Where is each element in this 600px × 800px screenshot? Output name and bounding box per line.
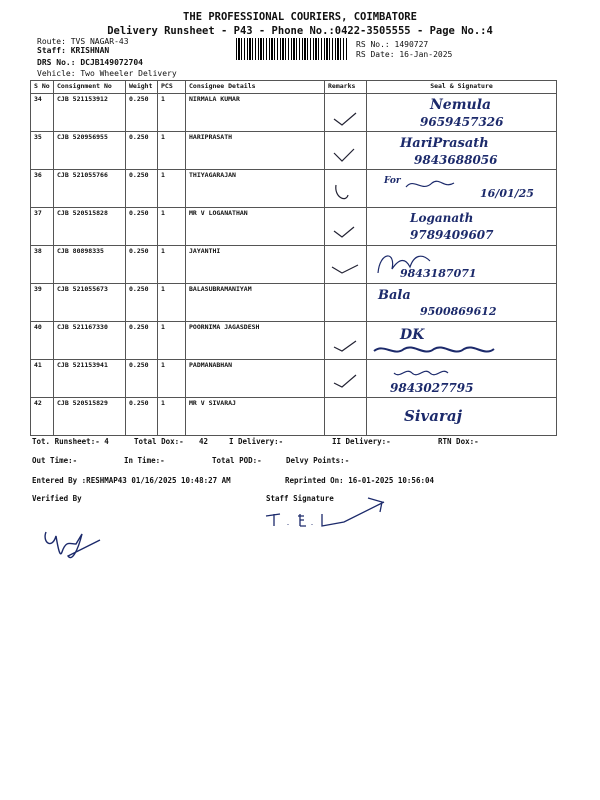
remarks [325, 208, 367, 246]
entered-by: Entered By :RESHMAP43 01/16/2025 10:48:27 AM [32, 476, 231, 485]
staff: Staff: KRISHNAN [37, 46, 110, 55]
tick-mark [328, 247, 364, 282]
rtn-dox: RTN Dox:- [438, 437, 479, 446]
out-time: Out Time:- [32, 456, 78, 465]
seal-signature [367, 322, 557, 360]
handwritten-signature [370, 323, 554, 358]
seal-signature [367, 170, 557, 208]
consignee: THIYAGARAJAN [186, 170, 325, 208]
remarks [325, 360, 367, 398]
barcode [236, 38, 348, 60]
consignee: PADMANABHAN [186, 360, 325, 398]
consignment-no: CJB 80898335 [54, 246, 126, 284]
runsheet-title: Delivery Runsheet - P43 - Phone No.:0422-3505555 - Page No.:4 [107, 25, 493, 37]
consignee: BALASUBRAMANIYAM [186, 284, 325, 322]
pcs: 1 [158, 398, 186, 436]
sno: 40 [31, 322, 54, 360]
table-row [31, 132, 557, 170]
pcs: 1 [158, 284, 186, 322]
in-time: In Time:- [124, 456, 165, 465]
seal-signature [367, 132, 557, 170]
weight: 0.250 [126, 170, 158, 208]
i-delivery: I Delivery:- [229, 437, 284, 446]
consignment-no: CJB 521153941 [54, 360, 126, 398]
verified-signature [36, 514, 116, 566]
seal-signature [367, 398, 557, 436]
handwritten-signature [370, 247, 554, 282]
sno: 34 [31, 94, 54, 132]
col-consignment: Consignment No [54, 81, 126, 94]
drs-number: DRS No.: DCJB149072704 [37, 58, 143, 67]
sno: 41 [31, 360, 54, 398]
seal-signature [367, 94, 557, 132]
remarks [325, 170, 367, 208]
rs-date: RS Date: 16-Jan-2025 [356, 50, 453, 59]
table-row [31, 322, 557, 360]
ii-delivery: II Delivery:- [332, 437, 391, 446]
consignee: POORNIMA JAGASDESH [186, 322, 325, 360]
delvy-points: Delvy Points:- [286, 456, 350, 465]
weight: 0.250 [126, 360, 158, 398]
table-header-row [31, 81, 557, 94]
route: Route: TVS NAGAR-43 [37, 37, 129, 46]
tick-mark [328, 133, 364, 168]
handwritten-signature [370, 133, 554, 168]
handwriting: 9843187071 [400, 267, 477, 280]
handwriting: Loganath [410, 211, 474, 225]
rs-number: RS No.: 1490727 [356, 40, 429, 49]
seal-signature [367, 284, 557, 322]
consignee: MR V LOGANATHAN [186, 208, 325, 246]
consignee: NIRMALA KUMAR [186, 94, 325, 132]
col-sno: S No [31, 81, 54, 94]
staff-signature [264, 494, 394, 530]
table-row [31, 94, 557, 132]
pcs: 1 [158, 94, 186, 132]
col-consignee: Consignee Details [186, 81, 325, 94]
remarks [325, 246, 367, 284]
handwritten-signature [370, 209, 554, 244]
total-dox-label: Total Dox:- [134, 437, 184, 446]
handwritten-signature [370, 285, 554, 320]
consignment-no: CJB 521167330 [54, 322, 126, 360]
col-weight: Weight [126, 81, 158, 94]
weight: 0.250 [126, 94, 158, 132]
tick-mark [328, 171, 364, 206]
handwriting: 9843027795 [390, 381, 474, 395]
handwritten-signature [370, 171, 554, 206]
consignee: JAYANTHI [186, 246, 325, 284]
tick-mark [328, 323, 364, 358]
vehicle: Vehicle: Two Wheeler Delivery [37, 69, 177, 78]
remarks [325, 284, 367, 322]
tot-runsheet: Tot. Runsheet:- 4 [32, 437, 109, 446]
handwritten-signature [370, 95, 554, 130]
col-signature: Seal & Signature [367, 81, 557, 94]
handwriting: For [384, 176, 401, 186]
sno: 42 [31, 398, 54, 436]
remarks [325, 94, 367, 132]
consignment-no: CJB 521153912 [54, 94, 126, 132]
reprinted-on: Reprinted On: 16-01-2025 10:56:04 [285, 476, 435, 485]
staff-signature-label: Staff Signature [266, 494, 334, 503]
consignee: HARIPRASATH [186, 132, 325, 170]
handwriting: DK [400, 327, 425, 343]
weight: 0.250 [126, 284, 158, 322]
total-dox-value: 42 [199, 437, 209, 446]
seal-signature [367, 246, 557, 284]
handwriting: Nemula [430, 97, 492, 113]
consignment-no: CJB 521055766 [54, 170, 126, 208]
weight: 0.250 [126, 246, 158, 284]
pcs: 1 [158, 360, 186, 398]
pcs: 1 [158, 246, 186, 284]
consignment-no: CJB 521055673 [54, 284, 126, 322]
consignment-no: CJB 520956955 [54, 132, 126, 170]
weight: 0.250 [126, 132, 158, 170]
handwriting: 9843688056 [414, 153, 498, 167]
handwriting: HariPrasath [400, 136, 489, 151]
total-pod: Total POD:- [212, 456, 262, 465]
handwriting: 16/01/25 [480, 187, 534, 200]
handwritten-signature [370, 361, 554, 396]
pcs: 1 [158, 208, 186, 246]
company-name: THE PROFESSIONAL COURIERS, COIMBATORE [183, 11, 417, 23]
handwriting: 9659457326 [420, 115, 504, 129]
remarks [325, 322, 367, 360]
weight: 0.250 [126, 208, 158, 246]
handwriting: 9500869612 [420, 305, 497, 318]
handwriting: Bala [378, 288, 411, 303]
consignment-no: CJB 520515828 [54, 208, 126, 246]
handwritten-signature [370, 399, 554, 434]
sno: 37 [31, 208, 54, 246]
sno: 39 [31, 284, 54, 322]
pcs: 1 [158, 170, 186, 208]
weight: 0.250 [126, 398, 158, 436]
sno: 35 [31, 132, 54, 170]
tick-mark [328, 361, 364, 396]
verified-by: Verified By [32, 494, 82, 503]
seal-signature [367, 208, 557, 246]
weight: 0.250 [126, 322, 158, 360]
handwriting: Sivaraj [404, 407, 463, 425]
seal-signature [367, 360, 557, 398]
table-row [31, 398, 557, 436]
consignment-no: CJB 520515829 [54, 398, 126, 436]
table-row [31, 284, 557, 322]
remarks [325, 398, 367, 436]
sno: 36 [31, 170, 54, 208]
tick-mark [328, 209, 364, 244]
pcs: 1 [158, 132, 186, 170]
pcs: 1 [158, 322, 186, 360]
handwriting: 9789409607 [410, 228, 494, 242]
runsheet-table [30, 80, 557, 436]
sno: 38 [31, 246, 54, 284]
col-remarks: Remarks [325, 81, 367, 94]
consignee: MR V SIVARAJ [186, 398, 325, 436]
table-row [31, 170, 557, 208]
tick-mark [328, 95, 364, 130]
table-row [31, 360, 557, 398]
table-row [31, 208, 557, 246]
remarks [325, 132, 367, 170]
table-row [31, 246, 557, 284]
col-pcs: PCS [158, 81, 186, 94]
